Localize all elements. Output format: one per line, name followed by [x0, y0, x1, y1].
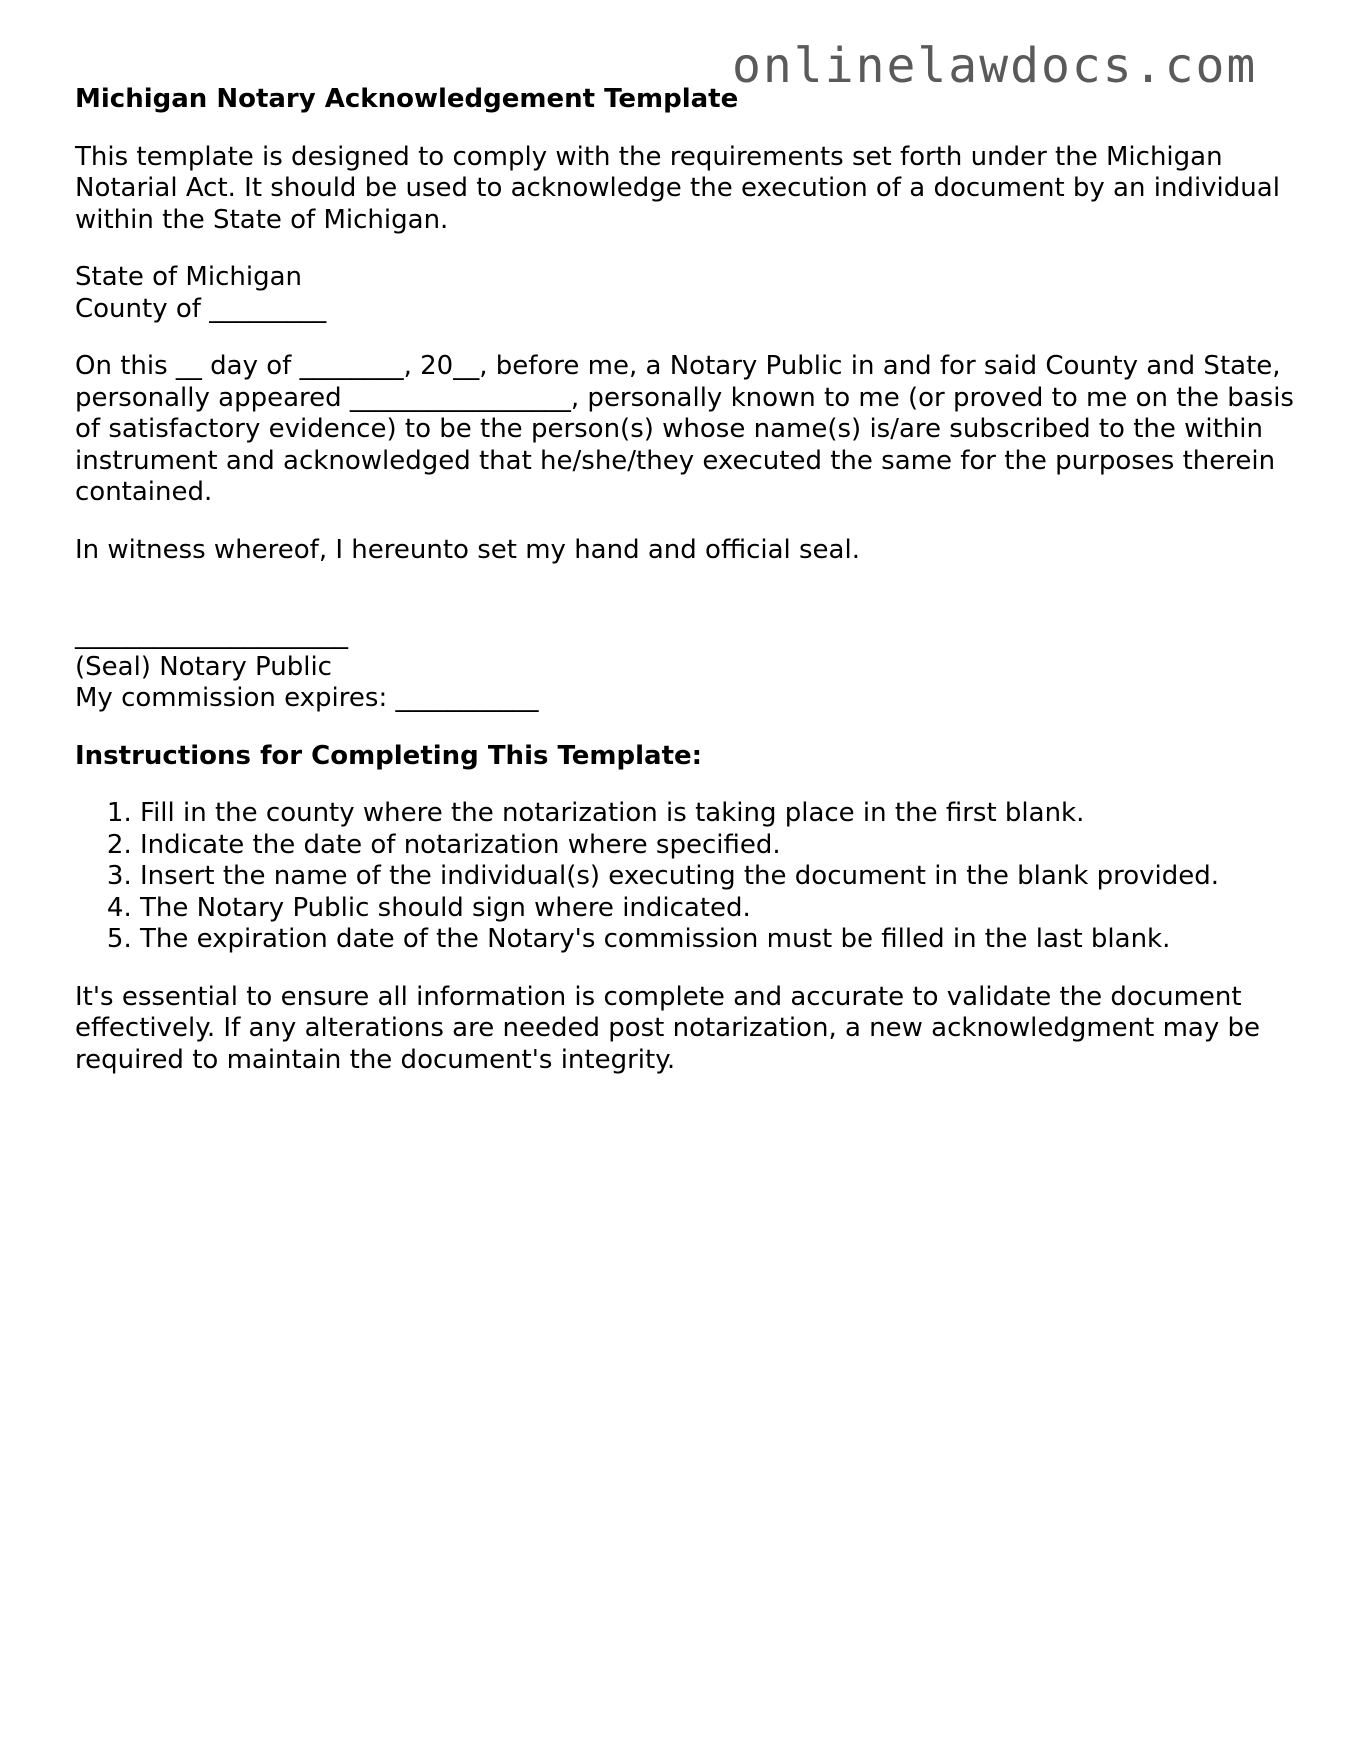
- venue-county: County of _________: [75, 293, 327, 324]
- acknowledgment-paragraph: On this __ day of ________, 20__, before me, a Notary Public in and for said County and State, personally appeared _________________, personally known to me (or proved to me on the basis of satisfactory evidence) to be the person(s) whose name(s) is/are subscribed to the within instrument and acknowledged that he/she/they executed the same for the purposes therein contained.: [75, 351, 1294, 507]
- witness-paragraph: In witness whereof, I hereunto set my hand and official seal.: [75, 534, 860, 565]
- instructions-list: [75, 798, 1295, 956]
- venue-block: [75, 262, 1295, 325]
- venue-state: State of Michigan: [75, 262, 302, 292]
- document-body: [75, 84, 1295, 1102]
- signature-line: _____________________: [75, 620, 348, 650]
- site-watermark: onlinelawdocs.com: [732, 38, 1258, 94]
- list-item: 3. Insert the name of the individual(s) executing the document in the blank provided.: [140, 861, 1295, 893]
- closing-paragraph: It's essential to ensure all information is complete and accurate to validate the document effectively. If any alterations are needed post notarization, a new acknowledgment may be required to maintain the document's integrity.: [75, 981, 1261, 1075]
- commission-expiry: My commission expires: ___________: [75, 683, 539, 713]
- intro-paragraph: This template is designed to comply with the requirements set forth under the Michigan Notarial Act. It should be used to acknowledge the execution of a document by an individual within the State of Michigan.: [75, 141, 1280, 235]
- signature-block: [75, 620, 1295, 715]
- instructions-heading: Instructions for Completing This Template:: [75, 740, 703, 771]
- document-title: Michigan Notary Acknowledgement Template: [75, 84, 739, 114]
- signature-role: (Seal) Notary Public: [75, 651, 332, 682]
- list-item: 5. The expiration date of the Notary's commission must be filled in the last blank.: [140, 924, 1295, 956]
- signature-spacer: [75, 592, 1295, 620]
- list-item: 4. The Notary Public should sign where indicated.: [140, 893, 1295, 925]
- list-item: 1. Fill in the county where the notarization is taking place in the first blank.: [140, 798, 1295, 830]
- list-item: 2. Indicate the date of notarization where specified.: [140, 830, 1295, 862]
